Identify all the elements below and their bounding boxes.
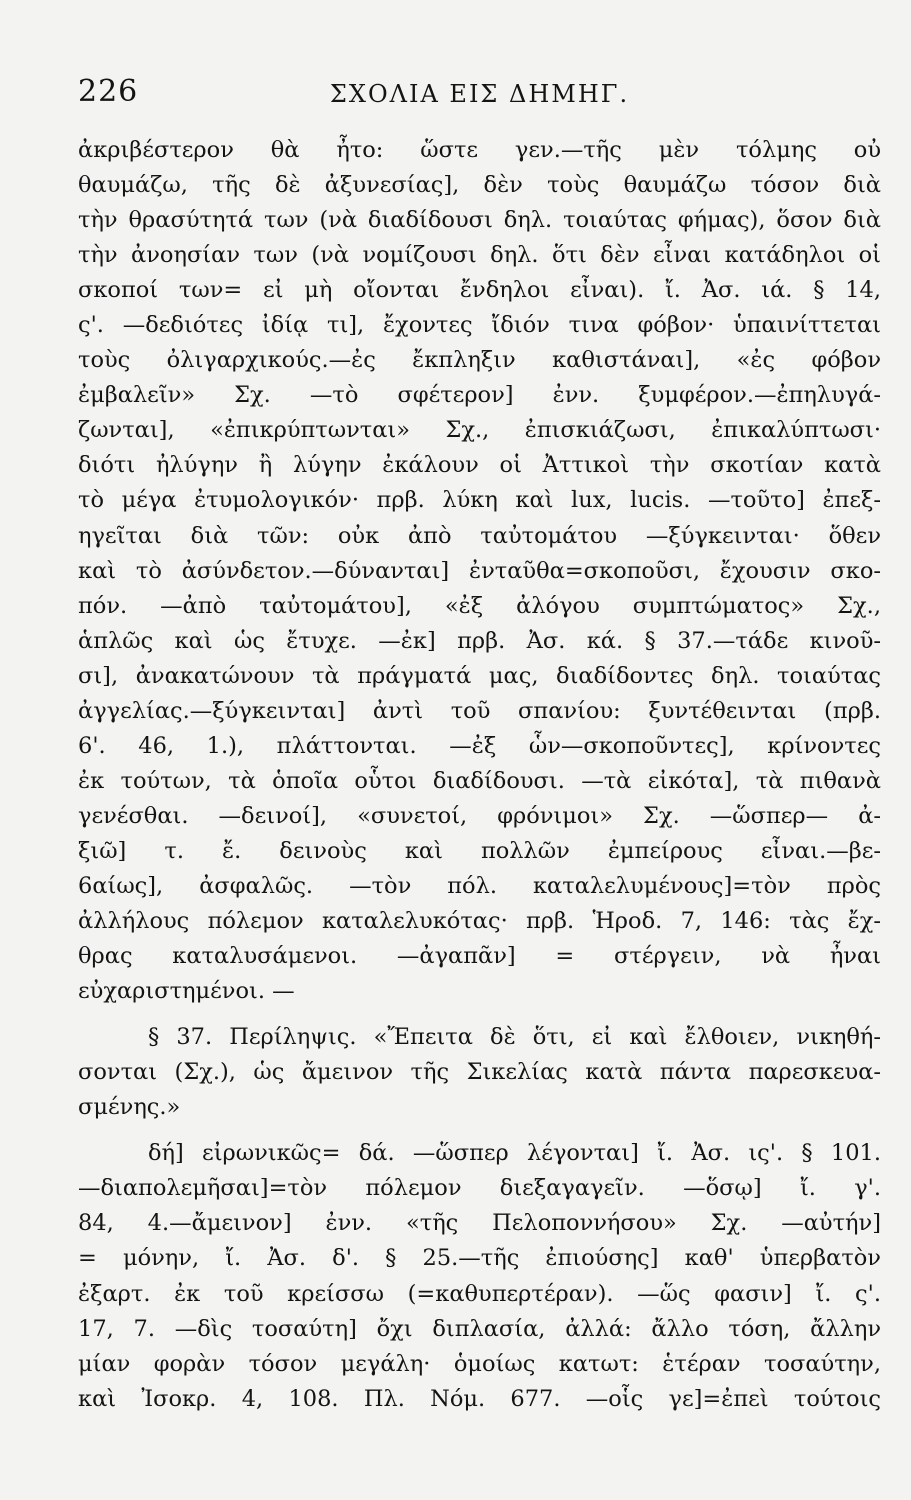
text-line: ζωνται], «ἐπικρύπτωνται» Σχ., ἐπισκιάζωσι, ἐπικαλύπτωσι·: [78, 417, 881, 444]
text-line: 6'. 46, 1.), πλάττονται. —ἐξ ὧν—σκοποῦντες], κρίνοντες: [78, 732, 881, 759]
text-line: μίαν φορὰν τόσον μεγάλη· ὁμοίως κατωτ: ἑτέραν τοσαύτην,: [78, 1350, 881, 1377]
text-line: τὴν θρασύτητά των (νὰ διαδίδουσι δηλ. τοιαύτας φήμας), ὅσον διὰ: [78, 207, 881, 234]
text-line: καὶ Ἰσοκρ. 4, 108. Πλ. Νόμ. 677. —οἷς γε]=ἐπεὶ τούτοις: [78, 1385, 881, 1412]
text-line: ἐμβαλεῖν» Σχ. —τὸ σφέτερον] ἐνν. ξυμφέρον.—ἐπηλυγά-: [78, 382, 881, 409]
text-line: ἀγγελίας.—ξύγκεινται] ἀντὶ τοῦ σπανίου: ξυντέθεινται (πρβ.: [78, 697, 881, 724]
text-line: ξιῶ] τ. ἔ. δεινοὺς καὶ πολλῶν ἐμπείρους εἶναι.—βε-: [78, 837, 881, 864]
text-line: ἁπλῶς καὶ ὡς ἔτυχε. —ἐκ] πρβ. Ἀσ. κά. § 37.—τάδε κινοῦ-: [78, 627, 881, 654]
text-line: σκοποί των= εἰ μὴ οἴονται ἔνδηλοι εἶναι). ἴ. Ἀσ. ιά. § 14,: [78, 277, 881, 304]
text-line: εὐχαριστημένοι. —: [78, 978, 295, 1005]
text-line: θρας καταλυσάμενοι. —ἀγαπᾶν] = στέργειν, νὰ ἦναι: [78, 943, 881, 970]
text-line: τὴν ἀνοησίαν των (νὰ νομίζουσι δηλ. ὅτι δὲν εἶναι κατάδηλοι οἱ: [78, 242, 881, 269]
text-line: ἀλλήλους πόλεμον καταλελυκότας· πρβ. Ἡροδ. 7, 146: τὰς ἔχ-: [78, 908, 881, 935]
text-line: ἐκ τούτων, τὰ ὁποῖα οὗτοι διαδίδουσι. —τὰ εἰκότα], τὰ πιθανὰ: [78, 767, 881, 794]
commentary-paragraph-2: [78, 1136, 881, 1416]
text-line: γενέσθαι. —δεινοί], «συνετοί, φρόνιμοι» Σχ. —ὥσπερ— ἀ-: [78, 802, 881, 829]
text-line: ἐξαρτ. ἐκ τοῦ κρείσσω (=καθυπερτέραν). —ὥς φασιν] ἴ. ς'.: [78, 1280, 881, 1307]
running-head: ΣΧΟΛΙΑ ΕΙΣ ΔΗΜΗΓ.: [329, 80, 630, 108]
text-line: = μόνην, ἴ. Ἀσ. δ'. § 25.—τῆς ἐπιούσης] καθ' ὑπερβατὸν: [78, 1245, 881, 1272]
text-line: θαυμάζω, τῆς δὲ ἀξυνεσίας], δὲν τοὺς θαυμάζω τόσον διὰ: [78, 172, 881, 199]
text-line: ς'. —δεδιότες ἰδίᾳ τι], ἔχοντες ἴδιόν τινα φόβον· ὑπαινίττεται: [78, 312, 881, 339]
text-line: ηγεῖται διὰ τῶν: οὐκ ἀπὸ ταὐτομάτου —ξύγκεινται· ὅθεν: [78, 522, 881, 549]
page-body: [78, 133, 881, 1417]
text-line: καὶ τὸ ἀσύνδετον.—δύνανται] ἐνταῦθα=σκοποῦσι, ἔχουσιν σκο-: [78, 557, 881, 584]
text-line: 84, 4.—ἄμεινον] ἐνν. «τῆς Πελοποννήσου» Σχ. —αὐτήν]: [78, 1210, 881, 1237]
text-line: 17, 7. —δὶς τοσαύτη] ὄχι διπλασία, ἀλλά: ἄλλο τόση, ἄλλην: [78, 1315, 881, 1342]
text-line: —διαπολεμῆσαι]=τὸν πόλεμον διεξαγαγεῖν. —ὅσῳ] ἴ. γ'.: [78, 1175, 881, 1202]
commentary-paragraph-1: [78, 133, 881, 1009]
text-line: σι], ἀνακατώνουν τὰ πράγματά μας, διαδίδοντες δηλ. τοιαύτας: [78, 662, 881, 689]
text-line: τοὺς ὀλιγαρχικούς.—ἐς ἔκπληξιν καθιστάναι], «ἐς φόβον: [78, 347, 881, 374]
text-line: § 37. Περίληψις. «Ἔπειτα δὲ ὅτι, εἰ καὶ ἔλθοιεν, νικηθή-: [148, 1024, 881, 1051]
summary-paragraph: [78, 1020, 881, 1125]
text-line: διότι ἠλύγην ἢ λύγην ἐκάλουν οἱ Ἀττικοὶ τὴν σκοτίαν κατὰ: [78, 452, 881, 479]
text-line: τὸ μέγα ἐτυμολογικόν· πρβ. λύκη καὶ lux, lucis. —τοῦτο] ἐπεξ-: [78, 487, 881, 514]
text-line: σμένης.»: [78, 1094, 181, 1121]
text-line: ἀκριβέστερον θὰ ἦτο: ὥστε γεν.—τῆς μὲν τόλμης οὐ: [78, 137, 881, 163]
page-number: 226: [78, 74, 139, 109]
text-line: 6αίως], ἀσφαλῶς. —τὸν πόλ. καταλελυμένους]=τὸν πρὸς: [78, 872, 881, 899]
text-line: δή] εἰρωνικῶς= δά. —ὥσπερ λέγονται] ἴ. Ἀσ. ις'. § 101.: [148, 1140, 881, 1167]
text-line: σονται (Σχ.), ὡς ἄμεινον τῆς Σικελίας κατὰ πάντα παρεσκευα-: [78, 1059, 881, 1086]
text-line: πόν. —ἀπὸ ταὐτομάτου], «ἐξ ἀλόγου συμπτώματος» Σχ.,: [78, 592, 881, 619]
page-header: [78, 74, 881, 110]
